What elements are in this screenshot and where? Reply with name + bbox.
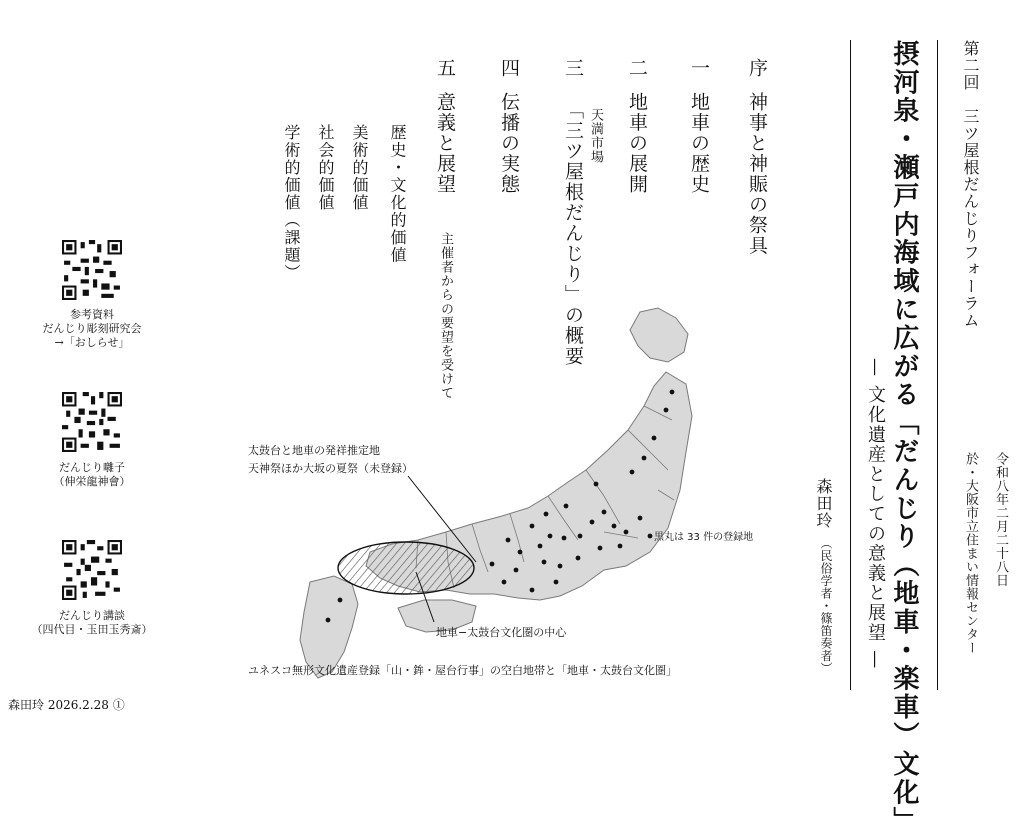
toc-title: 地車の歴史: [688, 92, 710, 195]
region-hokkaido: [630, 308, 688, 362]
toc-number: 五: [434, 58, 456, 77]
toc-subitem: 社会的価値: [316, 124, 335, 212]
map-label-origin: 太鼓台と地車の発祥推定地: [248, 444, 380, 457]
qr-caption: 参考資料 だんじり彫刻研究会 →「おしらせ」: [42, 308, 142, 349]
toc-note: 主催者からの要望を受けて: [438, 232, 453, 400]
toc-title: 伝播の実態: [498, 92, 520, 195]
lecture-title: 摂河泉・瀬戸内海域に広がる「だんじり（地車・楽車）文化」: [889, 40, 919, 835]
toc-number: 二: [626, 58, 648, 77]
event-date: 令和八年二月二十八日: [993, 452, 1008, 587]
lecture-subtitle: — 文化遺産としての意義と展望 —: [865, 358, 886, 671]
toc-title: 地車の展開: [626, 92, 648, 195]
divider-line: [850, 40, 851, 690]
author-role: （民俗学者・篠笛奏者）: [819, 537, 833, 675]
toc-subitem: 美術的価値: [350, 124, 369, 212]
toc-number: 一: [688, 58, 710, 77]
toc-pre: 天満市場: [588, 108, 603, 164]
toc-subitem: 歴史・文化的価値: [388, 124, 407, 264]
footer-credit: 森田玲 2026.2.28 ①: [8, 698, 125, 712]
toc-number: 序: [746, 58, 768, 77]
qr-caption: だんじり囃子 （伸栄龍神會）: [53, 461, 131, 488]
toc-number: 三: [562, 58, 584, 77]
qr-code-icon[interactable]: [62, 240, 122, 300]
author-name: 森田玲: [814, 478, 833, 529]
culture-zone-ellipse: [338, 542, 474, 594]
region-kyushu: [300, 576, 358, 678]
toc-title: 神事と神賑の祭具: [746, 92, 768, 256]
event-venue: 於・大阪市立住まい情報センター: [963, 452, 978, 655]
toc-title: 意義と展望: [434, 92, 456, 195]
map-label-dots: 黒丸は 33 件の登録地: [654, 532, 754, 543]
toc-title: 「三ツ屋根だんじり」の概要: [562, 100, 584, 367]
toc-subitem: 学術的価値（課題）: [282, 124, 301, 282]
qr-code-icon[interactable]: [62, 392, 122, 452]
map-label-festival: 天神祭ほか大坂の夏祭（未登録）: [248, 462, 413, 475]
qr-caption: だんじり講談 （四代目・玉田玉秀斎）: [31, 609, 153, 636]
map-label-center: 地車−太鼓台文化圏の中心: [436, 626, 567, 639]
japan-map: [248, 300, 768, 700]
divider-line: [937, 40, 938, 690]
map-caption: ユネスコ無形文化遺産登録「山・鉾・屋台行事」の空白地帯と「地車・太鼓台文化圏」: [248, 664, 677, 677]
toc-number: 四: [498, 58, 520, 77]
qr-code-icon[interactable]: [62, 540, 122, 600]
forum-title: 第二回 三ツ屋根だんじりフォーラム: [961, 40, 980, 329]
